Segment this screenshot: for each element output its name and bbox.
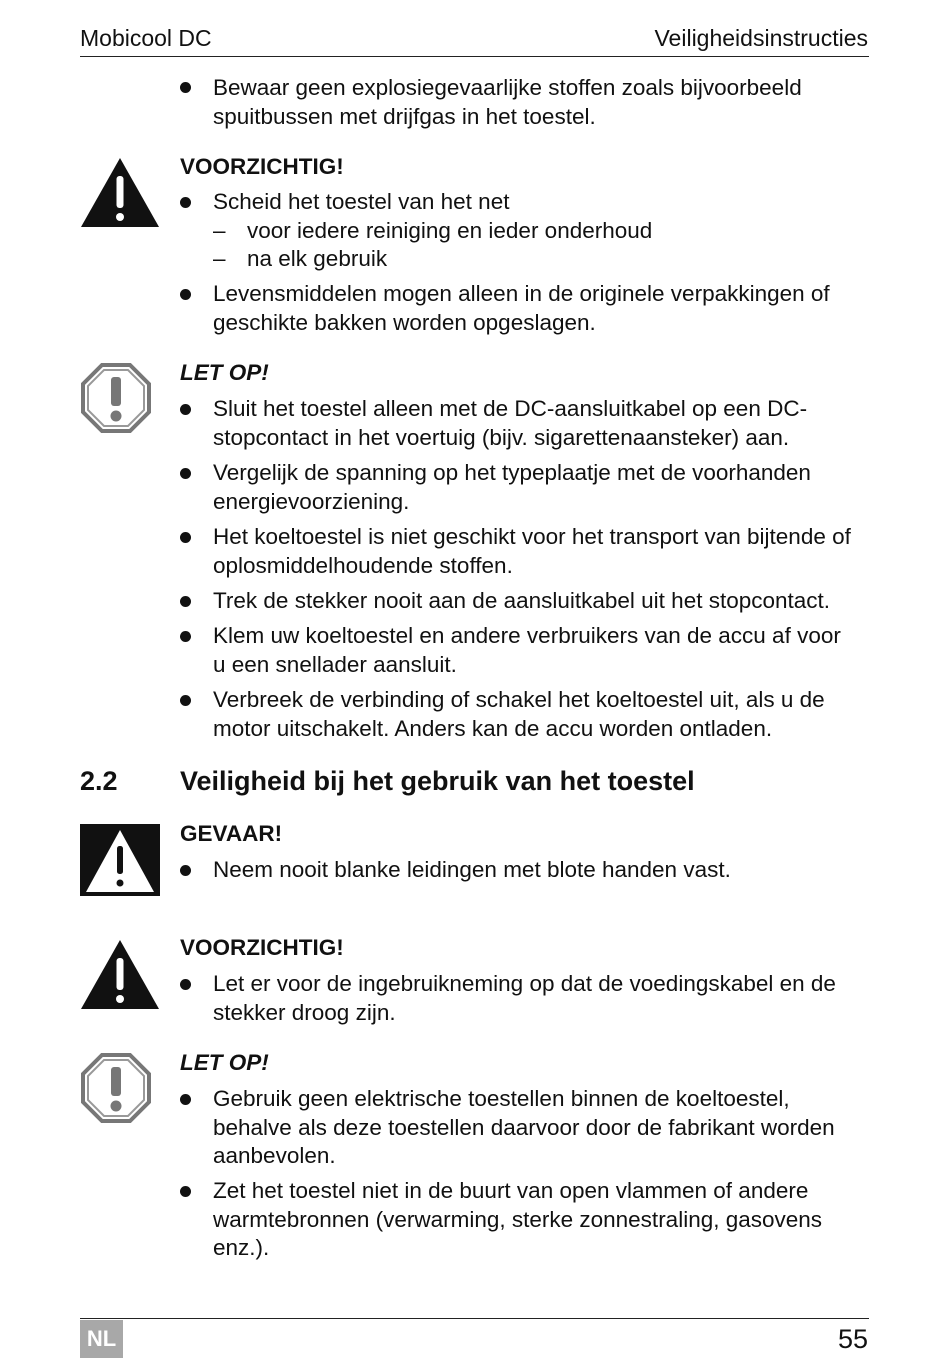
bullet-text bbox=[213, 622, 873, 679]
bullet-dot bbox=[180, 197, 191, 208]
sub-item: na elk gebruik bbox=[247, 246, 388, 271]
section-title: Veiligheid bij het gebruik van het toestel bbox=[180, 766, 695, 796]
text-line: Zet het toestel niet in de buurt van open vlammen of andere bbox=[213, 1178, 809, 1203]
bullet-dot bbox=[180, 468, 191, 479]
bullet-text bbox=[213, 459, 873, 516]
bullet-dot bbox=[180, 631, 191, 642]
dash-marker: – bbox=[213, 246, 226, 271]
text-line: motor uitschakelt. Anders kan de accu worden ontladen. bbox=[213, 715, 773, 741]
text-line: Bewaar geen explosiegevaarlijke stoffen zoals bijvoorbeeld bbox=[213, 75, 802, 100]
header-divider bbox=[80, 56, 869, 57]
danger-square-triangle-icon bbox=[80, 824, 160, 896]
bullet-text bbox=[213, 686, 873, 743]
bullet-dot bbox=[180, 695, 191, 706]
section-number: 2.2 bbox=[80, 766, 118, 796]
text-line: Gebruik geen elektrische toestellen binnen de koeltoestel, bbox=[213, 1086, 790, 1111]
text-line: Klem uw koeltoestel en andere verbruikers van de accu af voor bbox=[213, 623, 841, 648]
text-line: Het koeltoestel is niet geschikt voor het transport van bijtende of bbox=[213, 524, 851, 549]
octagon-exclamation-icon bbox=[80, 362, 152, 434]
text-line: geschikte bakken worden opgeslagen. bbox=[213, 309, 596, 335]
bullet-dot bbox=[180, 289, 191, 300]
text-line: Let er voor de ingebruikneming op dat de voedingskabel en de bbox=[213, 971, 836, 996]
caution-label: VOORZICHTIG! bbox=[180, 154, 344, 179]
danger-label: GEVAAR! bbox=[180, 821, 283, 846]
bullet-text: Scheid het toestel van het net bbox=[213, 189, 510, 214]
sub-item: voor iedere reiniging en ieder onderhoud bbox=[247, 218, 653, 243]
bullet-dot bbox=[180, 404, 191, 415]
text-line: energievoorziening. bbox=[213, 488, 410, 514]
notice-label: LET OP! bbox=[180, 360, 269, 385]
header-section-name: Veiligheidsinstructies bbox=[654, 25, 868, 51]
text-line: stopcontact in het voertuig (bijv. sigarettenaansteker) aan. bbox=[213, 424, 790, 450]
text-line: u een snellader aansluit. bbox=[213, 651, 457, 677]
bullet-text bbox=[213, 1085, 873, 1171]
text-line: Verbreek de verbinding of schakel het koeltoestel uit, als u de bbox=[213, 687, 825, 712]
text-line: Vergelijk de spanning op het typeplaatje met de voorhanden bbox=[213, 460, 811, 485]
octagon-exclamation-icon bbox=[80, 1052, 152, 1124]
page-number: 55 bbox=[837, 1324, 868, 1354]
text-line: Levensmiddelen mogen alleen in de originele verpakkingen of bbox=[213, 281, 830, 306]
caution-label: VOORZICHTIG! bbox=[180, 935, 344, 960]
text-line: behalve als deze toestellen daarvoor door de fabrikant worden bbox=[213, 1114, 835, 1140]
footer-divider bbox=[80, 1318, 869, 1319]
bullet-text bbox=[213, 970, 873, 1027]
text-line: oplosmiddelhoudende stoffen. bbox=[213, 552, 513, 578]
bullet-dot bbox=[180, 596, 191, 607]
dash-marker: – bbox=[213, 218, 226, 243]
text-line: Trek de stekker nooit aan de aansluitkabel uit het stopcontact. bbox=[213, 588, 831, 613]
bullet-text bbox=[213, 74, 873, 131]
bullet-text bbox=[213, 1177, 873, 1263]
bullet-text bbox=[213, 395, 873, 452]
text-line: enz.). bbox=[213, 1235, 270, 1260]
bullet-dot bbox=[180, 1186, 191, 1197]
warning-triangle-icon bbox=[80, 938, 160, 1010]
notice-label: LET OP! bbox=[180, 1050, 269, 1075]
warning-triangle-icon bbox=[80, 156, 160, 228]
text-line: aanbevolen. bbox=[213, 1143, 336, 1168]
bullet-dot bbox=[180, 865, 191, 876]
text-line: warmtebronnen (verwarming, sterke zonnestraling, gasovens bbox=[213, 1206, 823, 1232]
bullet-dot bbox=[180, 82, 191, 93]
bullet-dot bbox=[180, 1094, 191, 1105]
text-line: Sluit het toestel alleen met de DC-aansluitkabel op een DC- bbox=[213, 396, 808, 421]
bullet-dot bbox=[180, 532, 191, 543]
text-line: stekker droog zijn. bbox=[213, 999, 396, 1025]
text-line: Neem nooit blanke leidingen met blote handen vast. bbox=[213, 857, 731, 882]
text-line: spuitbussen met drijfgas in het toestel. bbox=[213, 103, 596, 129]
bullet-text bbox=[213, 856, 873, 885]
bullet-text bbox=[213, 587, 873, 616]
bullet-text bbox=[213, 280, 873, 337]
language-badge: NL bbox=[80, 1320, 123, 1358]
bullet-dot bbox=[180, 979, 191, 990]
header-product-name: Mobicool DC bbox=[80, 25, 212, 51]
bullet-text bbox=[213, 523, 873, 580]
